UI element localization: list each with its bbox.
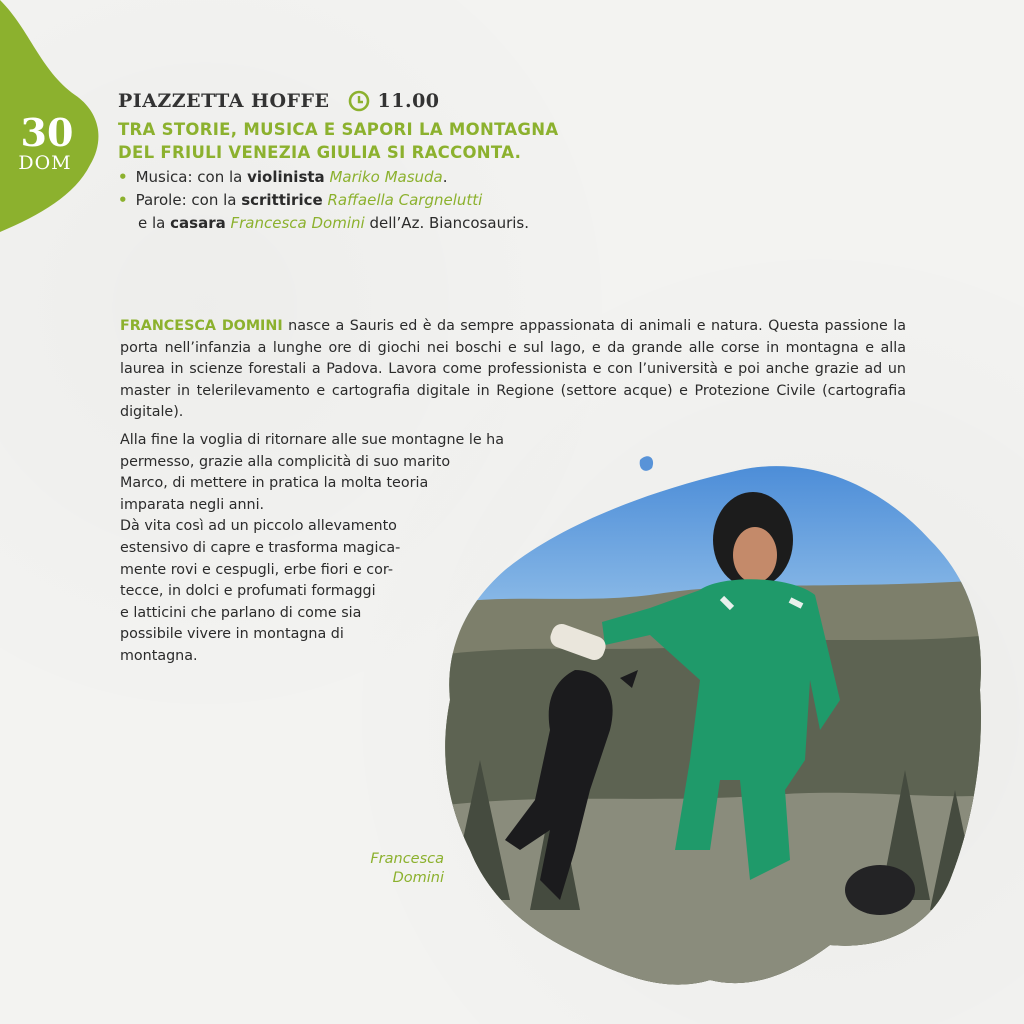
program-suffix: dell’Az. Biancosauris. — [364, 214, 529, 232]
photo-francesca-with-goat — [410, 430, 990, 1000]
clock-icon — [348, 90, 370, 112]
bio-line: Dà vita così ad un piccolo allevamento — [120, 518, 397, 535]
program-person: Mariko Masuda — [329, 168, 443, 186]
bio-text: nasce a Sauris ed è da sempre appassionata di animali e natura. Questa passione la porta nell’infanzia a lunghe ore di giochi nei boschi e sul lago, e da grande alle corse in montagna e alla laurea in scienze forestali a Padova. Lavora come professionista e con l’università e poi anche grazie ad un master in telerilevamento e cartografia digitale in Regione (settore acque) e Protezione Civile (cartografia digitale). — [120, 318, 906, 421]
program-suffix: . — [442, 168, 448, 186]
event-title-line-2: DEL FRIULI VENEZIA GIULIA SI RACCONTA. — [118, 143, 522, 162]
bio-name: FRANCESCA DOMINI — [120, 318, 283, 334]
caption-line-2: Domini — [392, 870, 444, 886]
program-role: violinista — [247, 168, 325, 186]
program-role: scrittirice — [241, 191, 323, 209]
event-title-line-1: TRA STORIE, MUSICA E SAPORI LA MONTAGNA — [118, 120, 559, 139]
day-name: DOM — [18, 152, 72, 174]
bio-line: permesso, grazie alla complicità di suo marito — [120, 453, 451, 470]
bullet-icon: • — [118, 191, 128, 209]
bio-line: estensivo di capre e trasforma magica- — [120, 539, 401, 556]
day-number: 30 — [20, 110, 74, 155]
program-prefix: e la — [138, 214, 171, 232]
bio-line: imparata negli anni. — [120, 496, 265, 513]
bio-line: Marco, di mettere in pratica la molta teoria — [120, 475, 429, 492]
event-place: PIAZZETTA HOFFE — [118, 90, 330, 112]
bio-line: Alla fine la voglia di ritornare alle sue montagne le ha — [120, 432, 505, 448]
program-person: Raffaella Cargnelutti — [327, 191, 483, 209]
program-prefix: Musica: con la — [135, 168, 248, 186]
bullet-icon: • — [118, 168, 128, 186]
program-list — [118, 166, 529, 235]
bio-line: mente rovi e cespugli, erbe fiori e cor- — [120, 561, 394, 578]
photo-caption — [300, 850, 444, 888]
event-time: 11.00 — [377, 90, 440, 112]
program-person: Francesca Domini — [230, 214, 365, 232]
bio-line: montagna. — [120, 647, 198, 664]
program-role: casara — [170, 214, 226, 232]
event-header — [118, 90, 440, 112]
bio-line: e latticini che parlano di come sia — [120, 604, 362, 621]
program-item-music — [118, 166, 529, 189]
bio-line: tecce, in dolci e profumati formaggi — [120, 583, 376, 600]
program-item-words — [118, 189, 529, 212]
bio-paragraph — [120, 316, 906, 424]
event-title — [118, 118, 638, 164]
bio-line: possibile vivere in montagna di — [120, 626, 344, 643]
caption-line-1: Francesca — [370, 851, 444, 867]
program-item-casara — [118, 212, 529, 235]
program-prefix: Parole: con la — [135, 191, 242, 209]
